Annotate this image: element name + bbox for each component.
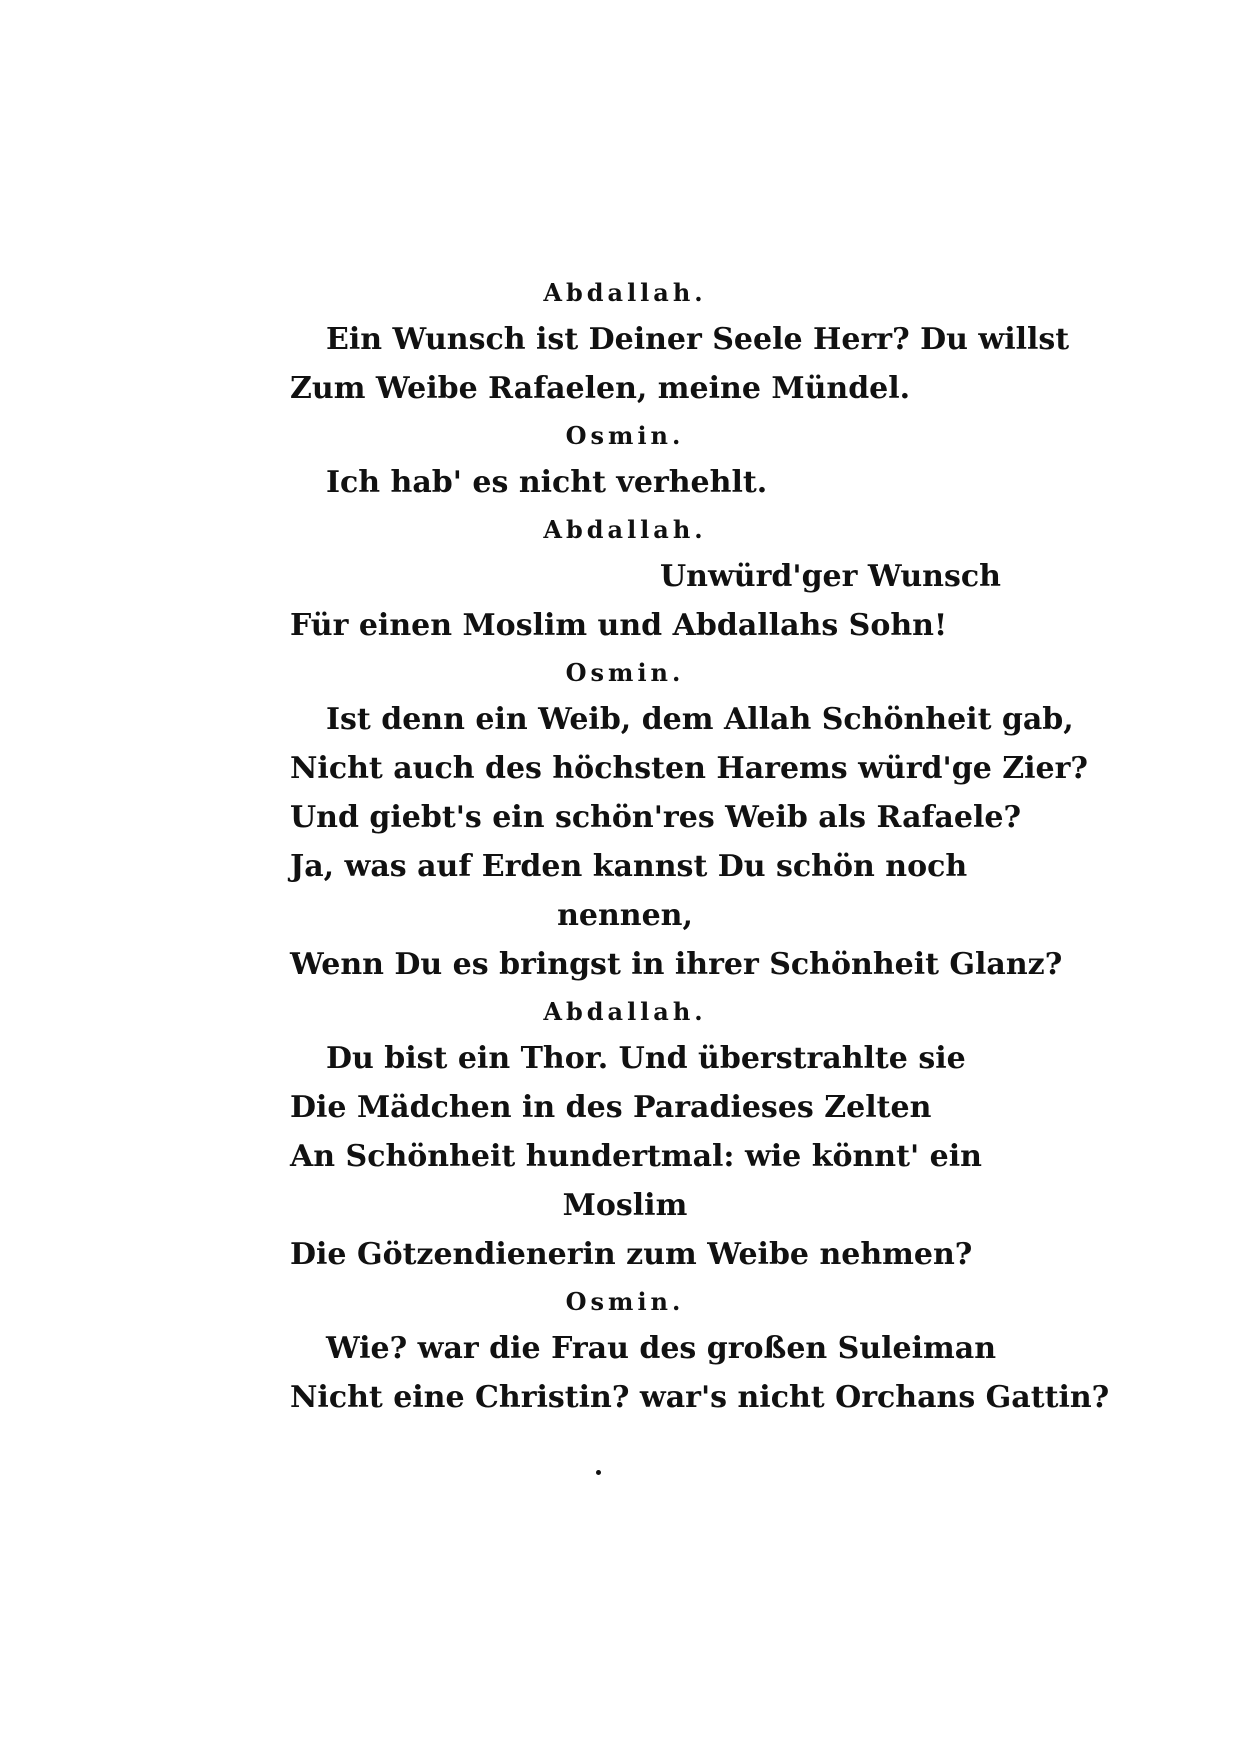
verse-line: Nicht eine Christin? war's nicht Orchans Gattin? <box>290 1380 1110 1415</box>
speaker-name: Osmin. <box>565 421 685 450</box>
verse-line: Die Mädchen in des Paradieses Zelten <box>290 1090 932 1125</box>
speaker-name: Osmin. <box>565 1287 685 1316</box>
verse-line: Ich hab' es nicht verhehlt. <box>326 465 768 500</box>
verse-line: Nicht auch des höchsten Harems würd'ge Zier? <box>290 751 1088 786</box>
verse-line: Wenn Du es bringst in ihrer Schönheit Glanz? <box>290 947 1063 982</box>
verse-line: Ein Wunsch ist Deiner Seele Herr? Du willst <box>326 322 1070 357</box>
verse-line: An Schönheit hundertmal: wie könnt' ein <box>290 1139 982 1174</box>
speaker-name: Abdallah. <box>543 997 707 1026</box>
verse-line: Und giebt's ein schön'res Weib als Rafaele? <box>290 800 1022 835</box>
verse-line: Die Götzendienerin zum Weibe nehmen? <box>290 1237 973 1272</box>
speaker-name: Abdallah. <box>543 515 707 544</box>
verse-line: Zum Weibe Rafaelen, meine Mündel. <box>290 371 911 406</box>
verse-line: Ist denn ein Weib, dem Allah Schönheit gab, <box>326 702 1074 737</box>
verse-line: Wie? war die Frau des großen Suleiman <box>326 1331 997 1366</box>
verse-line-continuation: Moslim <box>562 1188 688 1223</box>
verse-line: Du bist ein Thor. Und überstrahlte sie <box>326 1041 966 1076</box>
play-text <box>290 270 1110 1422</box>
verse-line: Unwürd'ger Wunsch <box>660 559 1001 594</box>
verse-line: Für einen Moslim und Abdallahs Sohn! <box>290 608 948 643</box>
ink-dot <box>596 1470 601 1475</box>
speaker-name: Osmin. <box>565 658 685 687</box>
verse-line: Ja, was auf Erden kannst Du schön noch <box>290 849 968 884</box>
speaker-name: Abdallah. <box>543 278 707 307</box>
verse-line-continuation: nennen, <box>557 898 693 933</box>
